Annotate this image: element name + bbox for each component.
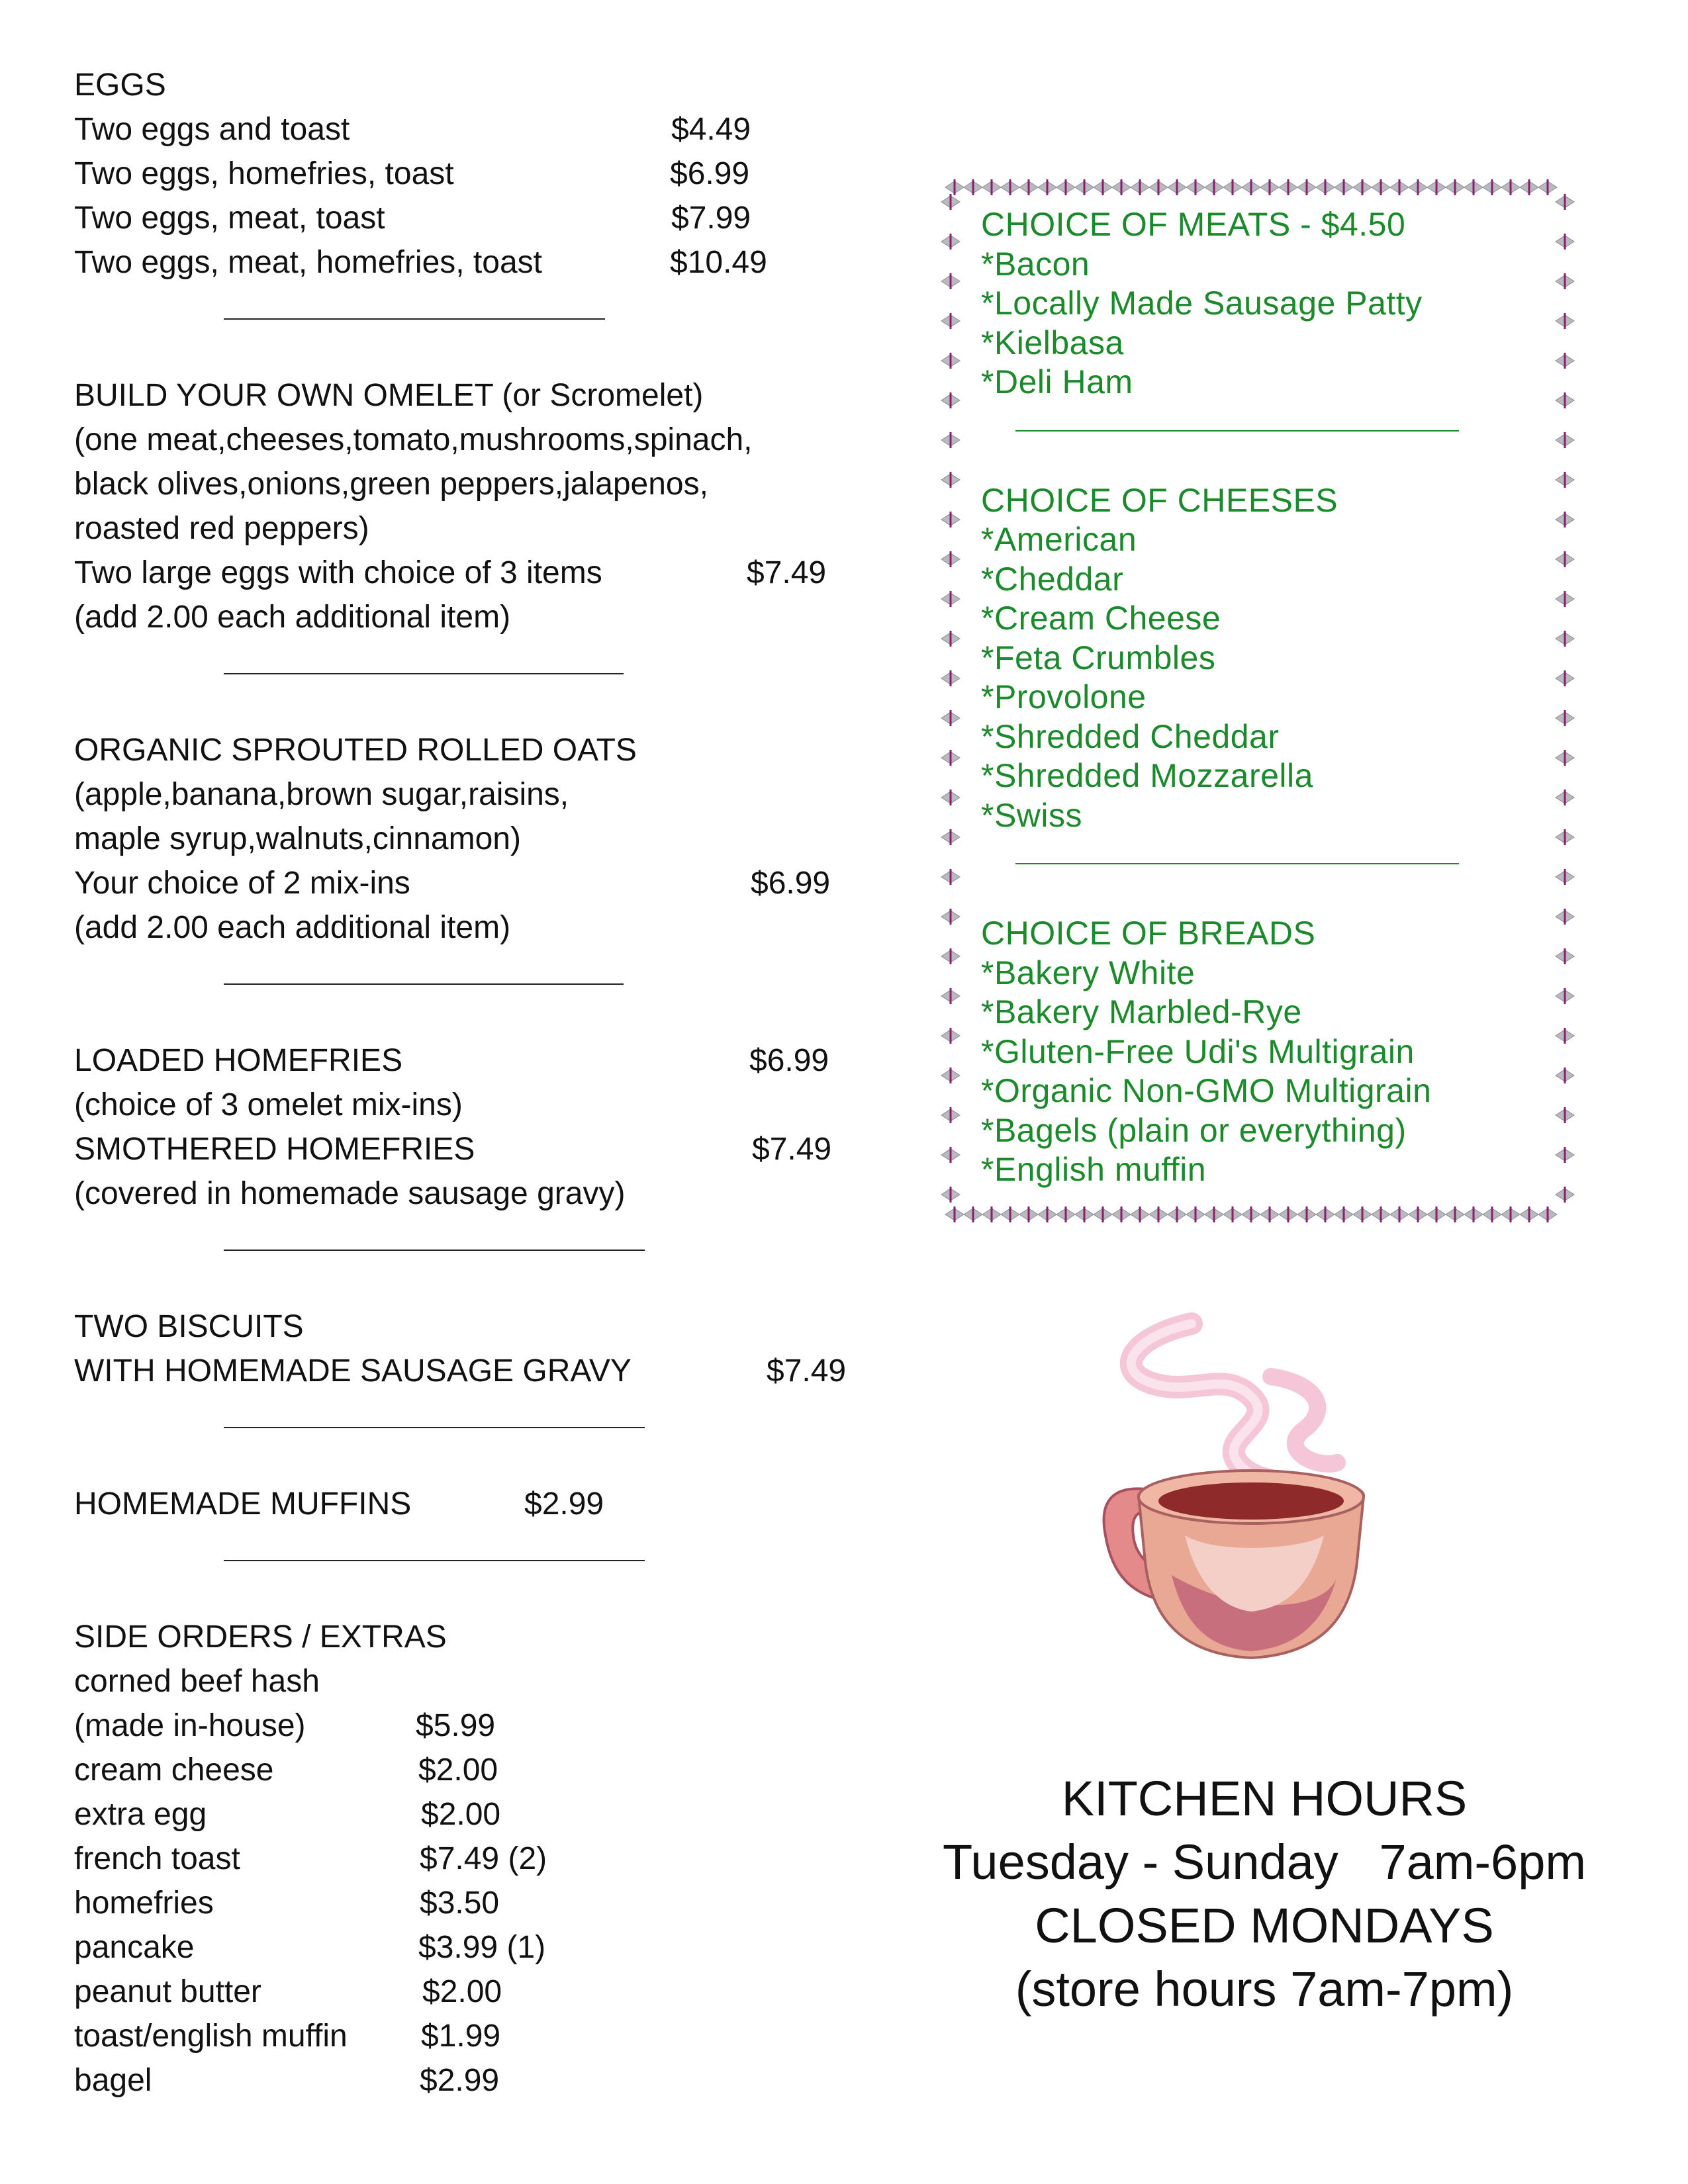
section-divider xyxy=(74,1216,882,1260)
spacer xyxy=(74,994,882,1038)
breads-heading: CHOICE OF BREADS xyxy=(981,915,1316,952)
bread-option: *Bagels (plain or everything) xyxy=(981,1111,1407,1149)
diamond-ornament xyxy=(1520,1206,1538,1222)
side-item xyxy=(74,2014,882,2058)
item-price: $2.00 xyxy=(418,1752,498,1788)
diamond-ornament xyxy=(1205,1206,1223,1222)
spacer xyxy=(74,329,882,373)
hours-title: KITCHEN HOURS xyxy=(1061,1771,1468,1826)
item-price: $7.99 xyxy=(671,201,751,236)
diamond-ornament xyxy=(941,710,960,726)
diamond-ornament xyxy=(1464,179,1483,195)
diamond-ornament xyxy=(941,1068,960,1083)
cheese-option: *American xyxy=(981,521,1137,558)
diamond-ornament xyxy=(941,353,960,369)
item-name: pancake xyxy=(74,1930,195,1965)
diamond-ornament xyxy=(1297,1206,1316,1222)
item-price: $7.49 xyxy=(752,1132,832,1167)
item-price: $10.49 xyxy=(670,245,767,280)
diamond-ornament xyxy=(941,551,960,567)
omelet-note: (add 2.00 each additional item) xyxy=(74,600,511,635)
diamond-ornament xyxy=(982,1206,1001,1222)
spacer xyxy=(74,684,882,728)
diamond-ornament xyxy=(1372,1206,1390,1222)
cheese-option: *Shredded Cheddar xyxy=(981,717,1280,755)
omelet-heading: BUILD YOUR OWN OMELET (or Scromelet) xyxy=(74,378,704,413)
item-name: homefries xyxy=(74,1886,214,1921)
item-price: $2.99 xyxy=(524,1486,604,1522)
homefries-note: (covered in homemade sausage gravy) xyxy=(74,1176,626,1211)
diamond-ornament xyxy=(1446,1206,1464,1222)
item-price: $2.00 xyxy=(422,1974,502,2009)
diamond-ornament xyxy=(941,512,960,527)
diamond-ornament xyxy=(1501,179,1520,195)
diamond-ornament xyxy=(1205,179,1223,195)
diamond-ornament xyxy=(941,829,960,845)
side-item xyxy=(74,1837,882,1881)
item-price: $2.99 xyxy=(420,2063,500,2098)
diamond-ornament xyxy=(941,432,960,448)
oats-desc: (apple,banana,brown sugar,raisins, xyxy=(74,777,569,812)
bread-option: *Organic Non-GMO Multigrain xyxy=(981,1072,1432,1109)
diamond-ornament xyxy=(1131,1206,1149,1222)
bread-option: *English muffin xyxy=(981,1151,1207,1188)
item-name: Two eggs and toast xyxy=(74,112,350,147)
diamond-ornament xyxy=(1427,1206,1446,1222)
kitchen-hours xyxy=(914,1767,1615,2021)
diamond-ornament xyxy=(1427,179,1446,195)
item-price: $1.99 xyxy=(421,2019,501,2054)
side-item xyxy=(74,1970,882,2014)
diamond-ornament xyxy=(1353,179,1372,195)
menu-item xyxy=(74,240,882,285)
item-price: $6.99 xyxy=(749,1043,829,1078)
section-divider xyxy=(74,1393,882,1437)
item-name: Two eggs, meat, homefries, toast xyxy=(74,245,542,280)
menu-item xyxy=(74,107,882,152)
item-name: HOMEMADE MUFFINS xyxy=(74,1486,412,1522)
diamond-ornament xyxy=(1001,1206,1019,1222)
diamond-ornament xyxy=(1094,179,1112,195)
menu-item xyxy=(74,551,882,595)
side-item xyxy=(74,1748,882,1792)
item-name: LOADED HOMEFRIES xyxy=(74,1043,403,1078)
item-name: Two large eggs with choice of 3 items xyxy=(74,555,602,590)
diamond-ornament xyxy=(1538,1206,1557,1222)
menu-item xyxy=(74,1349,882,1393)
cheeses-heading: CHOICE OF CHEESES xyxy=(981,481,1338,519)
diamond-ornament xyxy=(1149,1206,1168,1222)
diamond-ornament xyxy=(941,988,960,1004)
meat-option: *Deli Ham xyxy=(981,363,1133,400)
diamond-ornament xyxy=(941,909,960,925)
spacer xyxy=(981,441,1564,481)
menu-item xyxy=(74,861,882,905)
diamond-ornament xyxy=(1112,179,1131,195)
spacer xyxy=(981,875,1564,915)
diamond-ornament xyxy=(941,750,960,766)
diamond-ornament xyxy=(1242,179,1260,195)
diamond-ornament xyxy=(941,194,960,210)
diamond-ornament xyxy=(1316,179,1335,195)
diamond-ornament xyxy=(1297,179,1316,195)
diamond-ornament xyxy=(1186,1206,1205,1222)
item-name: extra egg xyxy=(74,1797,207,1832)
diamond-ornament xyxy=(941,869,960,885)
diamond-ornament xyxy=(964,1206,982,1222)
cheese-option: *Swiss xyxy=(981,796,1083,834)
section-divider xyxy=(74,1526,882,1570)
bread-option: *Gluten-Free Udi's Multigrain xyxy=(981,1032,1415,1070)
diamond-ornament xyxy=(941,273,960,289)
diamond-ornament xyxy=(1094,1206,1112,1222)
diamond-ornament xyxy=(941,234,960,250)
choices-divider xyxy=(981,402,1564,442)
cheese-option: *Feta Crumbles xyxy=(981,639,1216,676)
diamond-ornament xyxy=(945,179,964,195)
diamond-ornament xyxy=(941,1187,960,1203)
choices-list xyxy=(981,205,1564,1190)
section-divider xyxy=(74,950,882,994)
diamond-ornament xyxy=(1353,1206,1372,1222)
item-price: $7.49 xyxy=(767,1353,847,1388)
item-name: (made in-house) xyxy=(74,1708,306,1743)
item-price: $3.50 xyxy=(420,1886,500,1921)
diamond-ornament xyxy=(1501,1206,1520,1222)
diamond-ornament xyxy=(1242,1206,1260,1222)
diamond-ornament xyxy=(1168,179,1186,195)
oats-heading: ORGANIC SPROUTED ROLLED OATS xyxy=(74,733,637,768)
omelet-desc: roasted red peppers) xyxy=(74,511,369,546)
spacer xyxy=(74,1570,882,1615)
menu-item xyxy=(74,152,882,196)
bread-option: *Bakery Marbled-Rye xyxy=(981,993,1302,1030)
hours-store: (store hours 7am-7pm) xyxy=(1015,1962,1514,2017)
item-price: $7.49 xyxy=(747,555,827,590)
side-item xyxy=(74,1704,882,1748)
diamond-ornament xyxy=(941,670,960,686)
item-price: $6.99 xyxy=(670,156,750,191)
item-price: $3.99 (1) xyxy=(418,1930,546,1965)
diamond-ornament xyxy=(1038,179,1056,195)
diamond-ornament xyxy=(1409,1206,1427,1222)
item-name: Two eggs, homefries, toast xyxy=(74,156,454,191)
diamond-ornament xyxy=(941,948,960,964)
diamond-ornament xyxy=(1390,1206,1409,1222)
omelet-desc: black olives,onions,green peppers,jalapenos, xyxy=(74,467,708,502)
cheese-option: *Cream Cheese xyxy=(981,600,1221,637)
diamond-ornament xyxy=(1446,179,1464,195)
diamond-ornament xyxy=(1335,1206,1353,1222)
diamond-ornament xyxy=(1520,179,1538,195)
oats-desc: maple syrup,walnuts,cinnamon) xyxy=(74,821,521,856)
spacer xyxy=(74,1437,882,1482)
section-divider xyxy=(74,639,882,684)
menu-item xyxy=(74,1482,882,1526)
omelet-desc: (one meat,cheeses,tomato,mushrooms,spinach, xyxy=(74,422,753,457)
homefries-note: (choice of 3 omelet mix-ins) xyxy=(74,1087,463,1122)
diamond-ornament xyxy=(1538,179,1557,195)
diamond-ornament xyxy=(1019,1206,1038,1222)
diamond-ornament xyxy=(1038,1206,1056,1222)
item-price: $4.49 xyxy=(671,112,751,147)
diamond-ornament xyxy=(1223,1206,1242,1222)
diamond-ornament xyxy=(1131,179,1149,195)
diamond-ornament xyxy=(1186,179,1205,195)
diamond-ornament xyxy=(1019,179,1038,195)
diamond-ornament xyxy=(1112,1206,1131,1222)
bread-option: *Bakery White xyxy=(981,954,1196,991)
diamond-ornament xyxy=(1075,1206,1094,1222)
menu-item xyxy=(74,1038,882,1083)
hours-closed: CLOSED MONDAYS xyxy=(1035,1898,1494,1953)
item-name: Your choice of 2 mix-ins xyxy=(74,866,410,901)
item-name: SMOTHERED HOMEFRIES xyxy=(74,1132,475,1167)
item-name: cream cheese xyxy=(74,1752,274,1788)
left-menu-column xyxy=(74,63,882,2103)
diamond-ornament xyxy=(1223,179,1242,195)
diamond-ornament xyxy=(1056,179,1075,195)
sides-intro: corned beef hash xyxy=(74,1664,320,1699)
diamond-ornament xyxy=(1409,179,1427,195)
item-price: $7.49 (2) xyxy=(420,1841,547,1876)
diamond-ornament xyxy=(1260,1206,1279,1222)
section-divider xyxy=(74,285,882,329)
diamond-ornament xyxy=(1483,179,1501,195)
item-price: $5.99 xyxy=(416,1708,496,1743)
item-name: french toast xyxy=(74,1841,240,1876)
diamond-ornament xyxy=(1075,179,1094,195)
item-name: peanut butter xyxy=(74,1974,261,2009)
diamond-ornament xyxy=(1260,179,1279,195)
diamond-ornament xyxy=(1168,1206,1186,1222)
diamond-ornament xyxy=(1001,179,1019,195)
sides-heading: SIDE ORDERS / EXTRAS xyxy=(74,1619,447,1655)
meat-option: *Bacon xyxy=(981,245,1090,283)
diamond-ornament xyxy=(941,392,960,408)
side-item xyxy=(74,1881,882,1925)
item-price: $6.99 xyxy=(751,866,831,901)
diamond-ornament xyxy=(1335,179,1353,195)
item-name: bagel xyxy=(74,2063,152,2098)
hours-days: Tuesday - Sunday 7am-6pm xyxy=(942,1835,1587,1889)
diamond-ornament xyxy=(941,1147,960,1163)
diamond-ornament xyxy=(945,1206,964,1222)
diamond-ornament xyxy=(941,631,960,647)
cheese-option: *Shredded Mozzarella xyxy=(981,757,1313,794)
eggs-heading: EGGS xyxy=(74,68,166,103)
diamond-ornament xyxy=(941,313,960,329)
item-name: toast/english muffin xyxy=(74,2019,348,2054)
menu-item xyxy=(74,196,882,240)
side-item xyxy=(74,1792,882,1837)
diamond-ornament xyxy=(1316,1206,1335,1222)
diamond-ornament xyxy=(1279,1206,1297,1222)
diamond-ornament xyxy=(941,1107,960,1123)
menu-item xyxy=(74,1127,882,1171)
item-price: $2.00 xyxy=(421,1797,501,1832)
spacer xyxy=(74,1260,882,1304)
diamond-ornament xyxy=(941,1028,960,1044)
diamond-ornament xyxy=(1372,179,1390,195)
biscuits-heading: TWO BISCUITS xyxy=(74,1309,304,1344)
choices-box xyxy=(940,175,1575,1228)
side-item xyxy=(74,1925,882,1970)
side-item xyxy=(74,2058,882,2103)
oats-note: (add 2.00 each additional item) xyxy=(74,910,511,945)
choices-divider xyxy=(981,835,1564,875)
diamond-ornament xyxy=(941,472,960,488)
item-name: WITH HOMEMADE SAUSAGE GRAVY xyxy=(74,1353,632,1388)
diamond-ornament xyxy=(964,179,982,195)
diamond-ornament xyxy=(941,790,960,805)
cheese-option: *Provolone xyxy=(981,678,1147,715)
diamond-ornament xyxy=(941,591,960,607)
meat-option: *Kielbasa xyxy=(981,324,1124,361)
cheese-option: *Cheddar xyxy=(981,560,1124,598)
meats-heading: CHOICE OF MEATS - $4.50 xyxy=(981,206,1406,243)
diamond-ornament xyxy=(1056,1206,1075,1222)
diamond-ornament xyxy=(1483,1206,1501,1222)
diamond-ornament xyxy=(1279,179,1297,195)
item-name: Two eggs, meat, toast xyxy=(74,201,385,236)
meat-option: *Locally Made Sausage Patty xyxy=(981,285,1423,322)
diamond-ornament xyxy=(1149,179,1168,195)
diamond-ornament xyxy=(1390,179,1409,195)
diamond-ornament xyxy=(1464,1206,1483,1222)
coffee-cup-icon xyxy=(1053,1310,1436,1694)
diamond-ornament xyxy=(982,179,1001,195)
